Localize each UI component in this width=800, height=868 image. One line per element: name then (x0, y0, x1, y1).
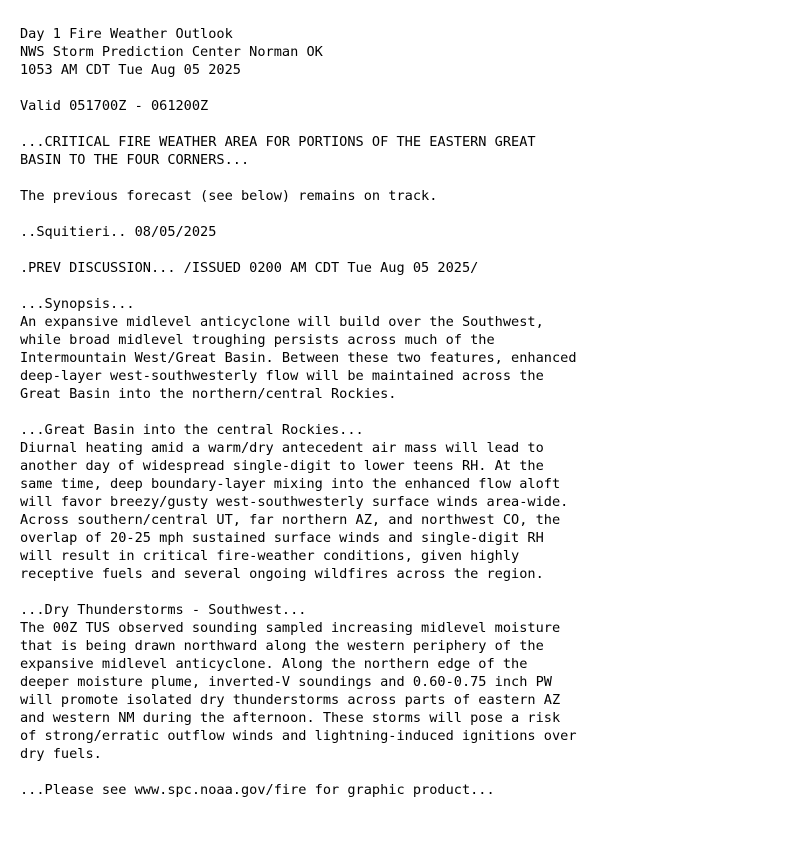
synopsis-line: An expansive midlevel anticyclone will build over the Southwest, (20, 314, 544, 330)
forecaster-signature: ..Squitieri.. 08/05/2025 (20, 224, 217, 240)
great-basin-line: same time, deep boundary-layer mixing into the enhanced flow aloft (20, 476, 561, 492)
blank-line (20, 403, 800, 421)
great-basin-line: will favor breezy/gusty west-southwesterly surface winds area-wide. (20, 494, 569, 510)
blank-line (20, 277, 800, 295)
dry-thunderstorms-line: deeper moisture plume, inverted-V soundings and 0.60-0.75 inch PW (20, 674, 552, 690)
great-basin-line: overlap of 20-25 mph sustained surface winds and single-digit RH (20, 530, 544, 546)
dry-thunderstorms-line: that is being drawn northward along the western periphery of the (20, 638, 544, 654)
dry-thunderstorms-line: expansive midlevel anticyclone. Along the northern edge of the (20, 656, 528, 672)
great-basin-line: will result in critical fire-weather conditions, given highly (20, 548, 520, 564)
dry-thunderstorms-line: The 00Z TUS observed sounding sampled increasing midlevel moisture (20, 620, 561, 636)
dry-thunderstorms-line: and western NM during the afternoon. These storms will pose a risk (20, 710, 561, 726)
great-basin-line: another day of widespread single-digit to lower teens RH. At the (20, 458, 544, 474)
synopsis-line: deep-layer west-southwesterly flow will be maintained across the (20, 368, 544, 384)
blank-line (20, 241, 800, 259)
prev-discussion-header: .PREV DISCUSSION... /ISSUED 0200 AM CDT Tue Aug 05 2025/ (20, 260, 479, 276)
blank-line (20, 763, 800, 781)
blank-line (20, 583, 800, 601)
summary-text: The previous forecast (see below) remains on track. (20, 188, 438, 204)
section-title-great-basin: ...Great Basin into the central Rockies... (20, 422, 364, 438)
valid-time: Valid 051700Z - 061200Z (20, 98, 209, 114)
great-basin-line: receptive fuels and several ongoing wildfires across the region. (20, 566, 544, 582)
blank-line (20, 115, 800, 133)
footer-graphic-product: ...Please see www.spc.noaa.gov/fire for graphic product... (20, 782, 495, 798)
header-title: Day 1 Fire Weather Outlook (20, 26, 233, 42)
synopsis-line: while broad midlevel troughing persists across much of the (20, 332, 495, 348)
great-basin-line: Across southern/central UT, far northern AZ, and northwest CO, the (20, 512, 561, 528)
blank-line (20, 169, 800, 187)
section-title-synopsis: ...Synopsis... (20, 296, 135, 312)
section-title-dry-thunderstorms: ...Dry Thunderstorms - Southwest... (20, 602, 307, 618)
headline-line: BASIN TO THE FOUR CORNERS... (20, 152, 250, 168)
dry-thunderstorms-line: of strong/erratic outflow winds and lightning-induced ignitions over (20, 728, 577, 744)
blank-line (20, 79, 800, 97)
header-office: NWS Storm Prediction Center Norman OK (20, 44, 323, 60)
dry-thunderstorms-line: dry fuels. (20, 746, 102, 762)
dry-thunderstorms-line: will promote isolated dry thunderstorms across parts of eastern AZ (20, 692, 561, 708)
header-issued-time: 1053 AM CDT Tue Aug 05 2025 (20, 62, 241, 78)
great-basin-line: Diurnal heating amid a warm/dry antecedent air mass will lead to (20, 440, 544, 456)
headline-line: ...CRITICAL FIRE WEATHER AREA FOR PORTIONS OF THE EASTERN GREAT (20, 134, 536, 150)
synopsis-line: Intermountain West/Great Basin. Between these two features, enhanced (20, 350, 577, 366)
synopsis-line: Great Basin into the northern/central Rockies. (20, 386, 397, 402)
blank-line (20, 205, 800, 223)
